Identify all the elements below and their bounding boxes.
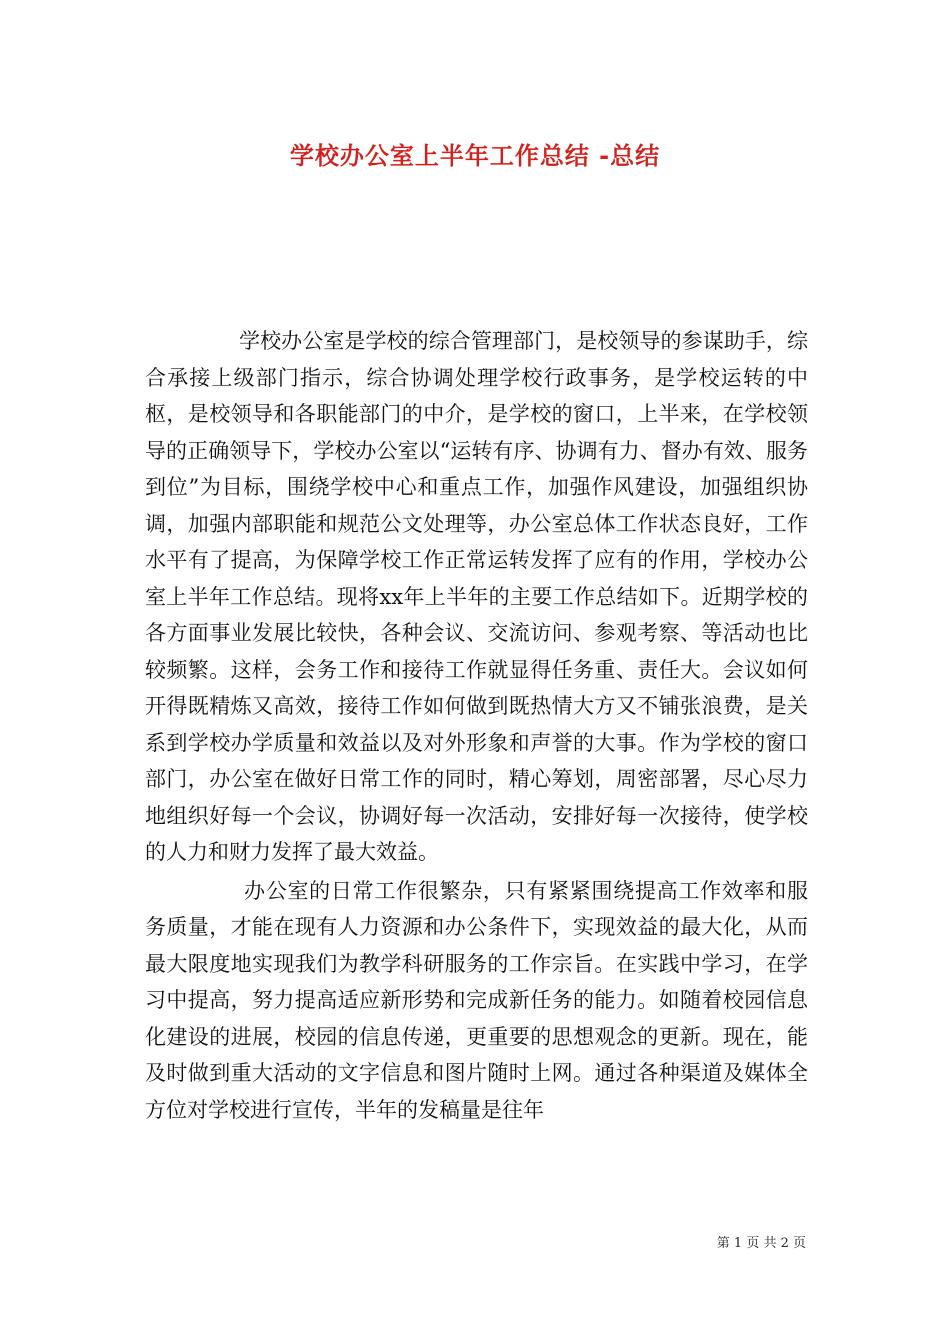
document-body [145, 323, 808, 1128]
body-paragraph-1: 学校办公室是学校的综合管理部门，是校领导的参谋助手，综合承接上级部门指示，综合协调处理学校行政事务，是学校运转的中枢，是校领导和各职能部门的中介，是学校的窗口，上半来，在学校领导的正确领导下，学校办公室以“运转有序、协调有力、督办有效、服务到位”为目标，围绕学校中心和重点工作，加强作风建设，加强组织协调，加强内部职能和规范公文处理等，办公室总体工作状态良好，工作水平有了提高，为保障学校工作正常运转发挥了应有的作用，学校办公室上半年工作总结。现将xx年上半年的主要工作总结如下。近期学校的各方面事业发展比较快，各种会议、交流访问、参观考察、等活动也比较频繁。这样，会务工作和接待工作就显得任务重、责任大。会议如何开得既精炼又高效，接待工作如何做到既热情大方又不铺张浪费，是关系到学校办学质量和效益以及对外形象和声誉的大事。作为学校的窗口部门，办公室在做好日常工作的同时，精心筹划，周密部署，尽心尽力地组织好每一个会议，协调好每一次活动，安排好每一次接待，使学校的人力和财力发挥了最大效益。 [145, 329, 808, 864]
page-number-footer: 第 1 页 共 2 页 [716, 1236, 806, 1251]
document-title: 学校办公室上半年工作总结 -总结 [289, 142, 661, 170]
body-paragraph-2: 办公室的日常工作很繁杂，只有紧紧围绕提高工作效率和服务质量，才能在现有人力资源和办公条件下，实现效益的最大化，从而最大限度地实现我们为教学科研服务的工作宗旨。在实践中学习，在学习中提高，努力提高适应新形势和完成新任务的能力。如随着校园信息化建设的进展，校园的信息传递，更重要的思想观念的更新。现在，能及时做到重大活动的文字信息和图片随时上网。通过各种渠道及媒体全方位对学校进行宣传，半年的发稿量是往年 [145, 878, 808, 1122]
